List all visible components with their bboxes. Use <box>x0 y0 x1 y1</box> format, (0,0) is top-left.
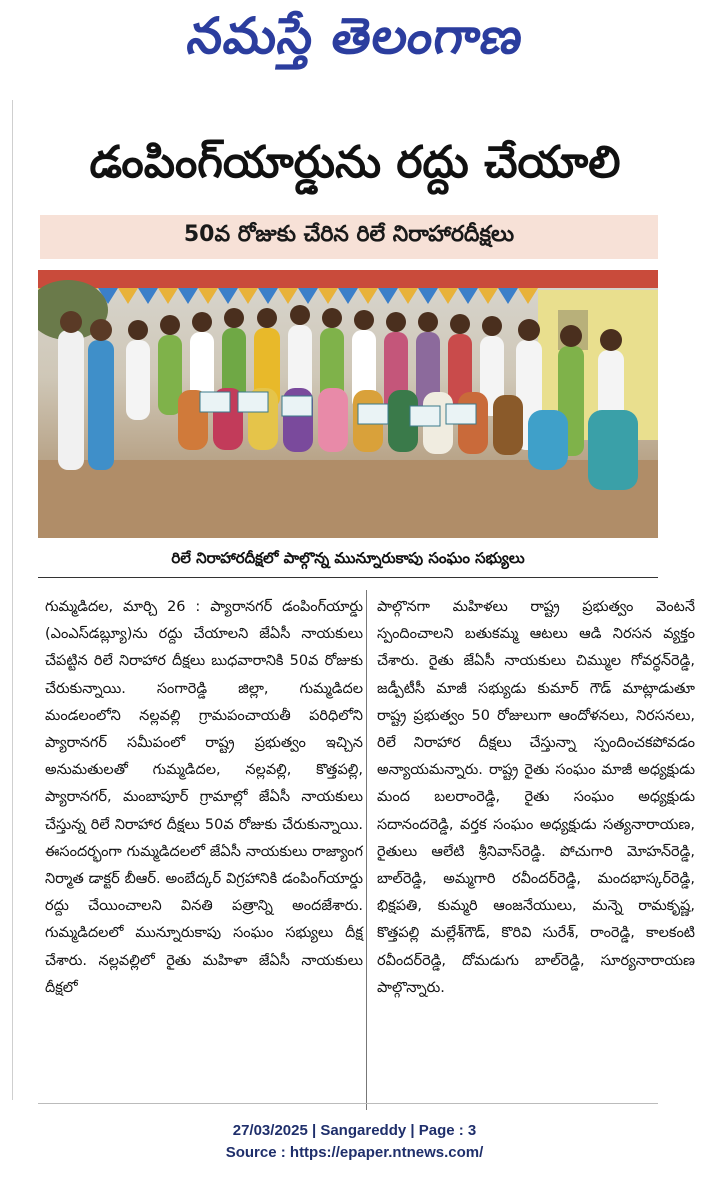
news-photo-illustration <box>38 270 658 538</box>
news-photo <box>38 270 658 538</box>
article-body-right-text: పాల్గొనగా మహిళలు రాష్ట్ర ప్రభుత్వం వెంటనే స్పందించాలని బతుకమ్మ ఆటలు ఆడి నిరసన వ్యక్తం చేశారు. రైతు జేఏసీ నాయకులు చిమ్ముల గోవర్ధన్‌రెడ్డి, జడ్పీటీసీ మాజీ సభ్యుడు కుమార్ గౌడ్ మాట్లాడుతూ రాష్ట్ర ప్రభుత్వం 50 రోజులుగా ఆందోళనలు, నిరసనలు, రిలే నిరాహార దీక్షలు చేస్తున్నా స్పందించకపోవడం అన్యాయమన్నారు. రాష్ట్ర రైతు సంఘం మాజీ అధ్యక్షుడు మంద బలరాంరెడ్డి, రైతు సంఘం అధ్యక్షుడు సదానందరెడ్డి, వర్తక సంఘం అధ్యక్షుడు సత్యనారాయణ, రైతులు ఆలేటి శ్రీనివాస్‌రెడ్డి. పోచుగారి మోహన్‌రెడ్డి, బాల్‌రెడ్డి, అమ్మగారి రవీందర్‌రెడ్డి, మందభాస్కర్‌రెడ్డి, భిక్షపతి, కుమ్మరి ఆంజనేయులు, మన్నె రామకృష్ణ, కొత్తపల్లి మల్లేశ్‌గౌడ్, కొరివి సురేశ్, రాంరెడ్డి, కాలకంటి రవీందర్‌రెడ్డి, దోమడుగు బాల్‌రెడ్డి, సూర్యనారాయణ పాల్గొన్నారు. <box>377 599 695 996</box>
article-subheadline: 50వ రోజుకు చేరిన రిలే నిరాహారదీక్షలు <box>183 222 515 247</box>
column-divider <box>366 590 367 1110</box>
masthead <box>0 0 709 85</box>
article-body-right-column <box>377 594 695 1002</box>
photo-caption: రిలే నిరాహారదీక్షలో పాల్గొన్న మున్నూరుకాపు సంఘం సభ్యులు <box>171 549 525 567</box>
footer-divider <box>38 1103 658 1104</box>
subheadline-band <box>40 215 658 259</box>
page-footer <box>0 1120 709 1164</box>
article-headline: డంపింగ్‌యార్డును రద్దు చేయాలి <box>89 137 621 188</box>
article-body-left-column <box>45 594 363 1002</box>
footer-source-link[interactable]: Source : https://epaper.ntnews.com/ <box>225 1144 484 1161</box>
page-margin-line <box>12 100 13 1100</box>
article-body-left-text: గుమ్మడిదల, మార్చి 26 : ప్యారానగర్ డంపింగ్‌యార్డు (ఎంఎస్‌డబ్ల్యూ)ను రద్దు చేయాలని జేఏసీ నాయకులు చేపట్టిన రిలే నిరాహార దీక్షలు బుధవారానికి 50వ రోజుకు చేరుకున్నాయి. సంగారెడ్డి జిల్లా, గుమ్మడిదల మండలంలోని నల్లవల్లి గ్రామపంచాయతీ పరిధిలోని ప్యారానగర్ సమీపంలో రాష్ట్ర ప్రభుత్వం ఇచ్చిన అనుమతులతో గుమ్మడిదల, నల్లవల్లి, కొత్తపల్లి, ప్యారానగర్, మంబాపూర్ గ్రామాల్లో జేఏసీ నాయకులు చేస్తున్న రిలే నిరాహార దీక్షలు 50వ రోజుకు చేరుకున్నాయి. ఈసందర్భంగా గుమ్మడిదలలో జేఏసీ నాయకులు రాజ్యాంగ నిర్మాత డాక్టర్ బీఆర్. అంబేద్కర్ విగ్రహానికి డంపింగ్‌యార్డు రద్దు చేయించాలని వినతి పత్రాన్ని అందజేశారు. గుమ్మడిదలలో మున్నూరుకాపు సంఘం సభ్యులు దీక్ష చేశారు. నల్లవల్లిలో రైతు మహిళా జేఏసీ నాయకులు దీక్షలో <box>45 599 363 996</box>
footer-date-edition: 27/03/2025 | Sangareddy | Page : 3 <box>232 1122 477 1139</box>
caption-divider <box>38 577 658 578</box>
masthead-logo: నమస్తే తెలంగాణ <box>183 7 528 65</box>
